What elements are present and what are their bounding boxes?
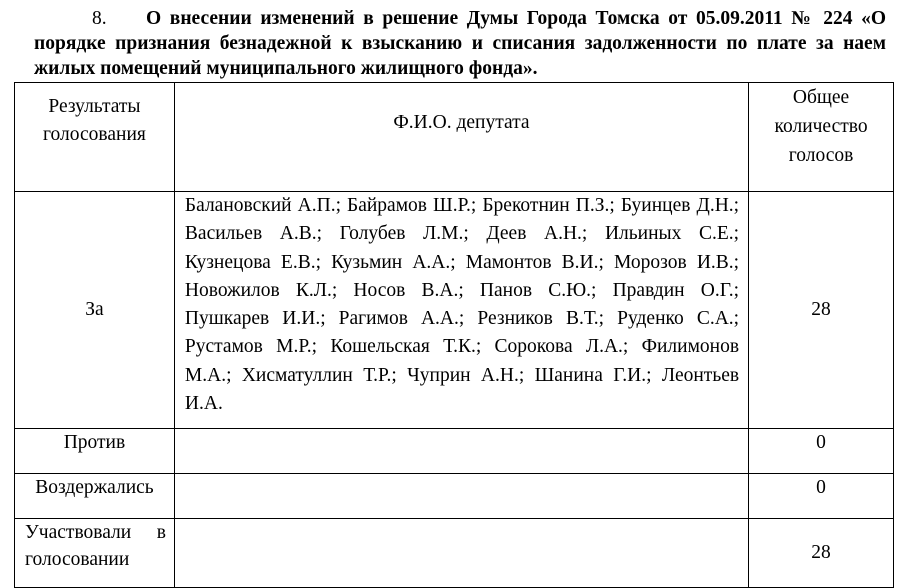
table-row bbox=[15, 429, 894, 474]
deputies-list-abstained bbox=[174, 474, 748, 519]
header-voting-result: Результаты голосования bbox=[15, 83, 175, 192]
result-label-against: Против bbox=[15, 429, 175, 474]
agenda-item-title: О внесении изменений в решение Думы Города Томска от 05.09.2011 № 224 «О порядке признания безнадежной к взысканию и списания задолженности по плате за наем жилых помещений муниципального жилищного фонда». bbox=[34, 8, 886, 79]
table-header-row bbox=[15, 83, 894, 192]
result-label-for: За bbox=[15, 192, 175, 429]
result-label-abstained: Воздержались bbox=[15, 474, 175, 519]
vote-count-for: 28 bbox=[749, 192, 894, 429]
deputies-list-participated bbox=[174, 519, 748, 588]
header-total-votes: Общее количество голосов bbox=[749, 83, 894, 192]
header-deputy-name: Ф.И.О. депутата bbox=[174, 83, 748, 192]
agenda-item-number: 8. bbox=[92, 8, 107, 29]
vote-count-abstained: 0 bbox=[749, 474, 894, 519]
agenda-item-heading bbox=[34, 6, 886, 81]
table-row bbox=[15, 192, 894, 429]
deputies-list-against bbox=[174, 429, 748, 474]
vote-count-against: 0 bbox=[749, 429, 894, 474]
vote-count-participated: 28 bbox=[749, 519, 894, 588]
result-label-participated: Участвовали в голосовании bbox=[15, 519, 175, 588]
table-row bbox=[15, 519, 894, 588]
deputies-list-for: Балановский А.П.; Байрамов Ш.Р.; Брекотнин П.З.; Буинцев Д.Н.; Васильев А.В.; Голубев Л.М.; Деев А.Н.; Ильиных С.Е.; Кузнецова Е.В.; Кузьмин А.А.; Мамонтов В.И.; Морозов И.В.; Новожилов К.Л.; Носов В.А.; Панов С.Ю.; Правдин О.Г.; Пушкарев И.И.; Рагимов А.А.; Резников В.Т.; Руденко С.А.; Рустамов М.Р.; Кошельская Т.К.; Сорокова Л.А.; Филимонов М.А.; Хисматуллин Т.Р.; Чуприн А.Н.; Шанина Г.И.; Леонтьев И.А. bbox=[174, 192, 748, 429]
voting-results-table bbox=[14, 82, 894, 588]
table-row bbox=[15, 474, 894, 519]
